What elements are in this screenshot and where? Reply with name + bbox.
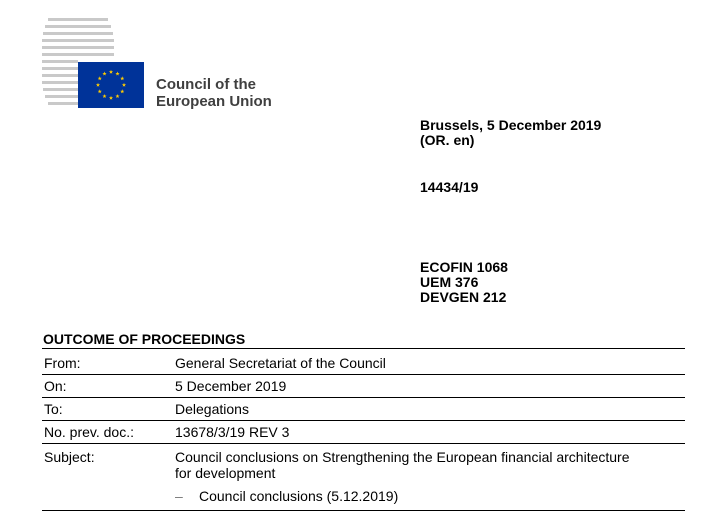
code-ecofin: ECOFIN 1068: [420, 259, 508, 275]
place-date-block: [420, 118, 601, 148]
row-label: From:: [44, 355, 81, 371]
row-value: [175, 449, 680, 504]
code-uem: UEM 376: [420, 274, 479, 290]
row-divider: [42, 397, 685, 398]
organisation-name: [156, 76, 272, 110]
place-date: Brussels, 5 December 2019: [420, 117, 602, 133]
row-label: No. prev. doc.:: [44, 424, 135, 440]
title-divider: [42, 348, 685, 349]
document-title: OUTCOME OF PROCEEDINGS: [43, 331, 246, 347]
row-label: To:: [44, 401, 63, 417]
row-divider: [42, 510, 685, 511]
sub-item-text: Council conclusions (5.12.2019): [199, 488, 399, 504]
eu-flag-icon: [78, 62, 144, 108]
row-value: 5 December 2019: [175, 378, 287, 394]
document-codes: [420, 260, 508, 305]
row-label: On:: [44, 378, 67, 394]
dash-bullet: –: [175, 488, 183, 504]
code-devgen: DEVGEN 212: [420, 289, 507, 305]
org-name-line1: Council of the: [156, 76, 256, 93]
row-divider: [42, 374, 685, 375]
row-value: General Secretariat of the Council: [175, 355, 386, 371]
subject-sub-item: [175, 488, 680, 504]
row-value: 13678/3/19 REV 3: [175, 424, 290, 440]
subject-line2: for development: [175, 465, 276, 481]
org-name-line2: European Union: [156, 93, 272, 110]
subject-line1: Council conclusions on Strengthening the European financial architecture: [175, 449, 630, 465]
row-divider: [42, 420, 685, 421]
row-divider: [42, 443, 685, 444]
original-language: (OR. en): [420, 132, 475, 148]
row-value: Delegations: [175, 401, 249, 417]
row-label: Subject:: [44, 449, 95, 465]
document-number: 14434/19: [420, 179, 479, 195]
